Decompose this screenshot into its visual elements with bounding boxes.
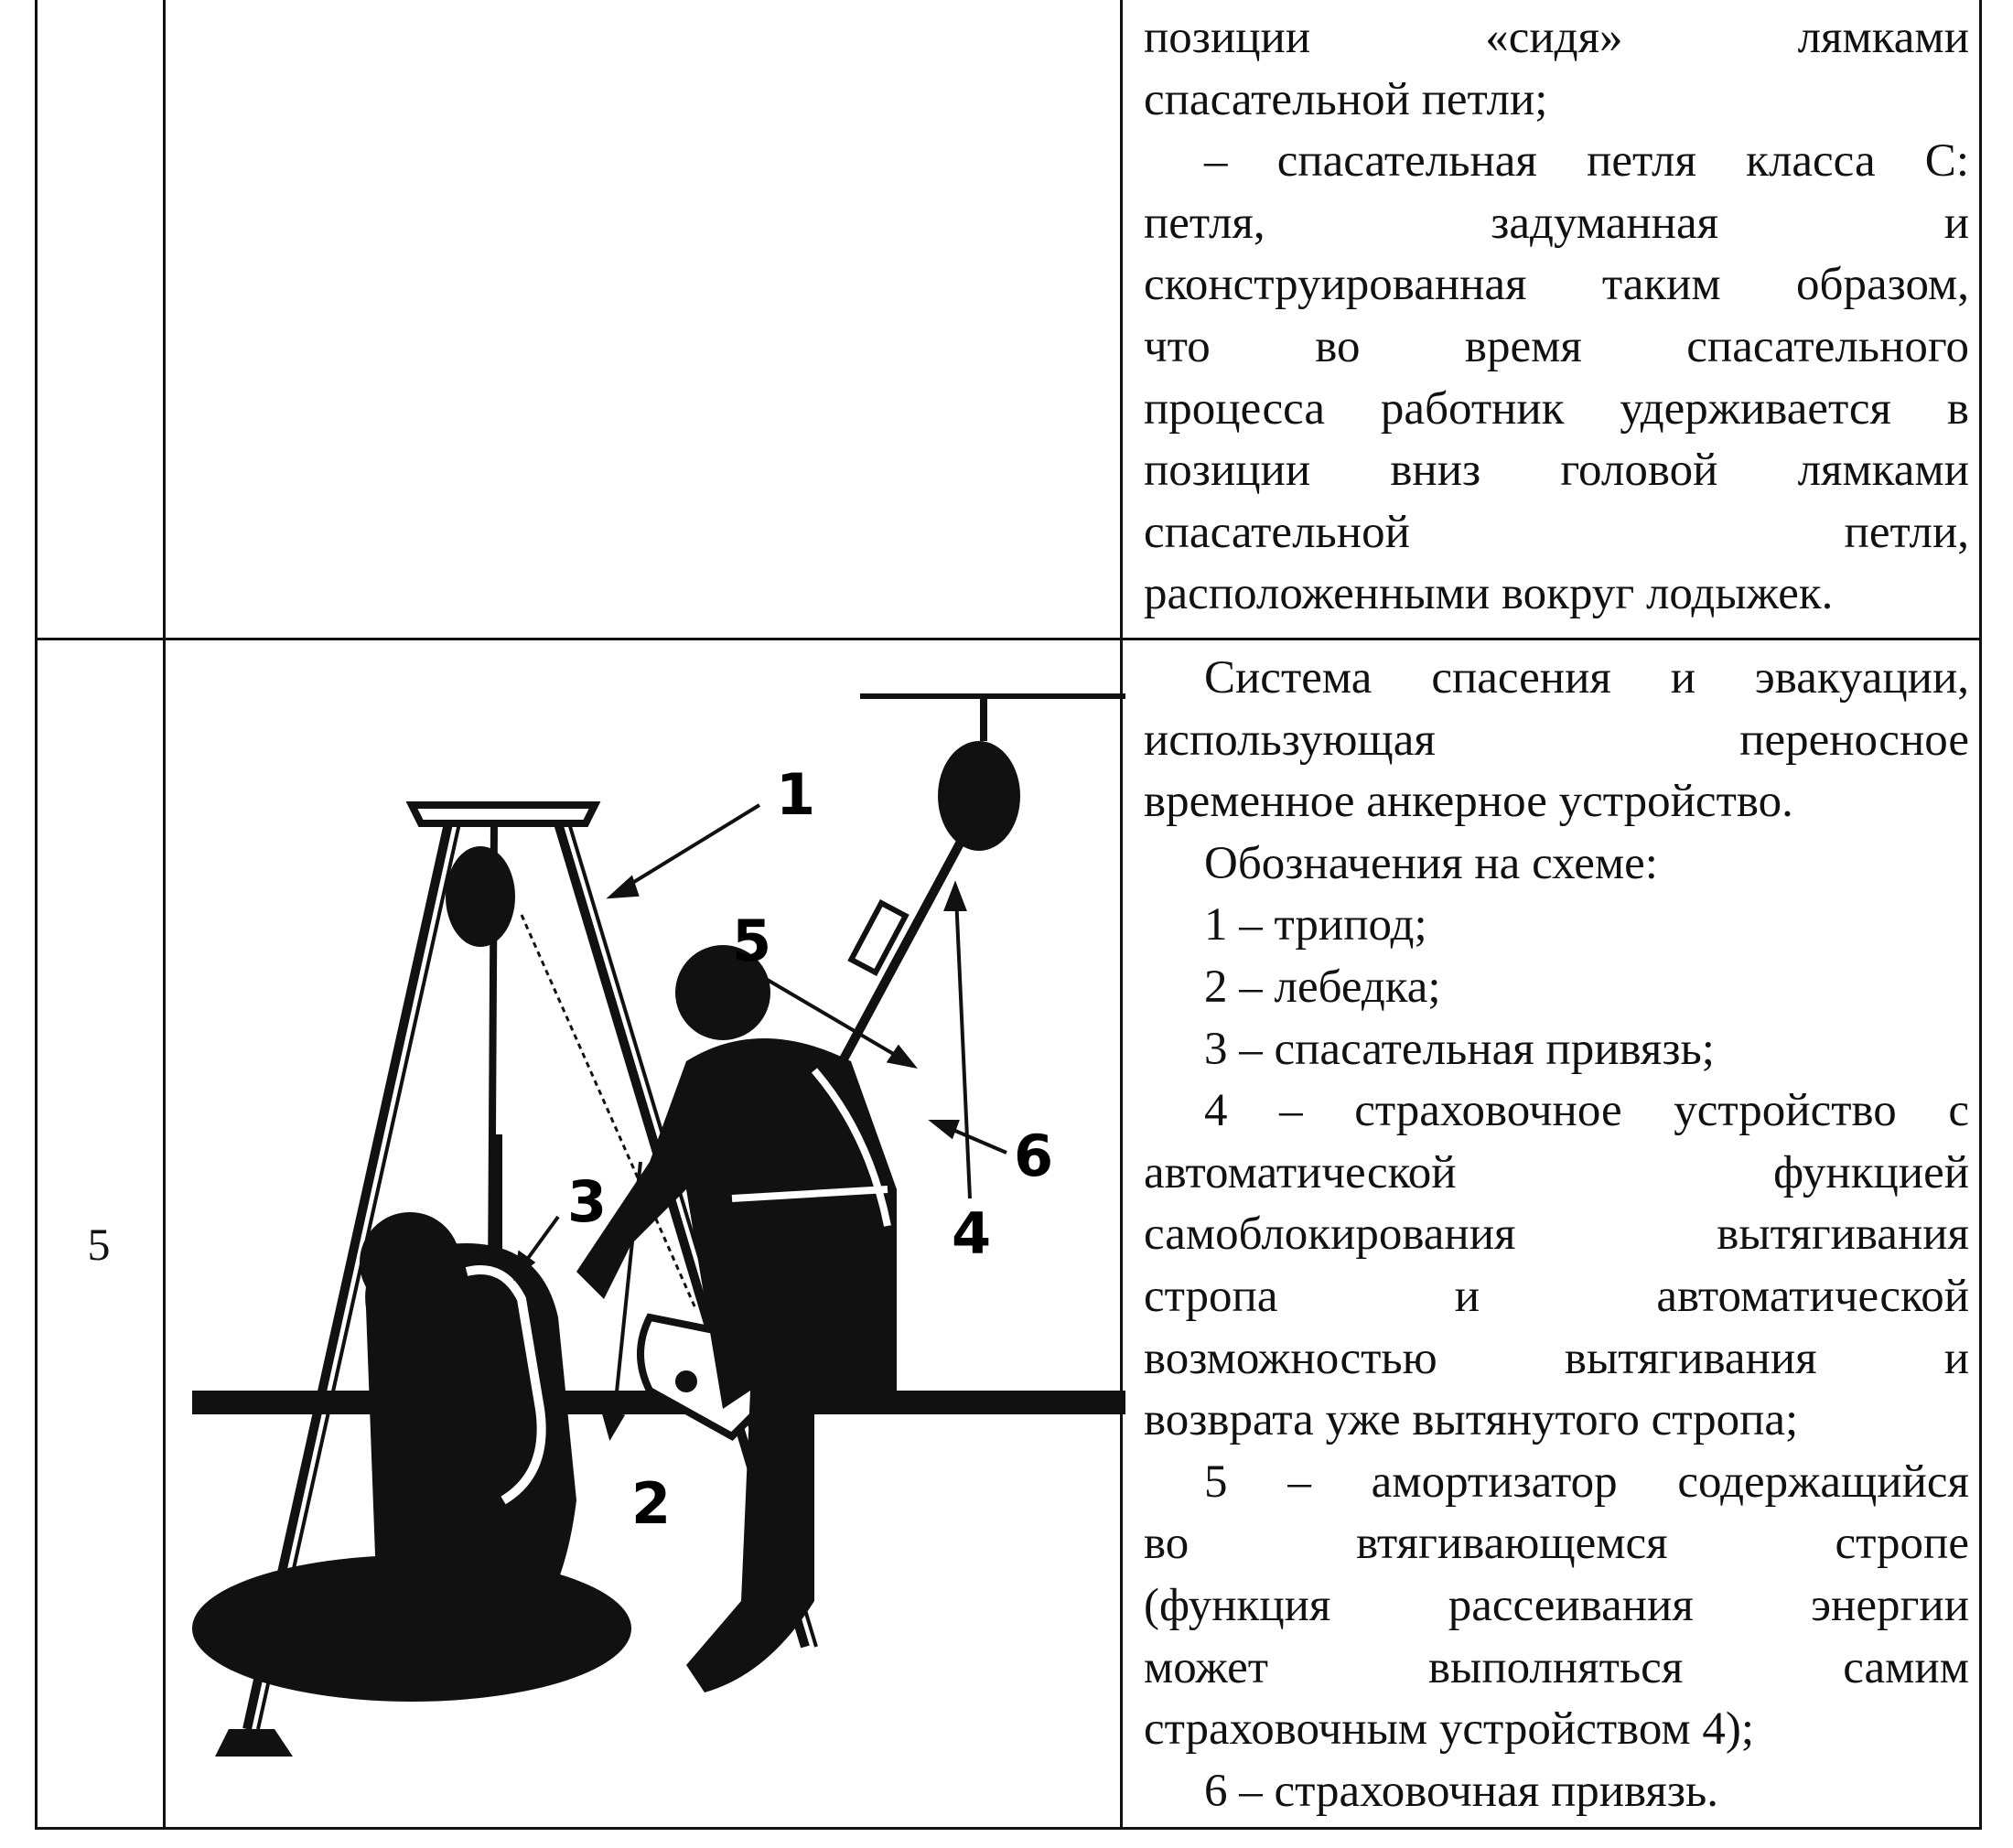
legend-item-4: 4 – страховочное устройство с	[1204, 1085, 1969, 1137]
figure-label-5: 5	[732, 908, 772, 974]
table-border-right	[1979, 0, 1982, 1830]
text-line: стропа и автоматической	[1144, 1270, 1969, 1322]
text-line: спасательной петли,	[1144, 506, 1969, 558]
text-line: Система спасения и эвакуации,	[1204, 652, 1969, 704]
text-line: позиции вниз головой лямками	[1144, 445, 1969, 497]
figure-label-1: 1	[776, 761, 816, 828]
rescued-person	[360, 1134, 576, 1656]
legend-item-5: 5 – амортизатор содержащийся	[1204, 1456, 1969, 1508]
text-line: возможностью вытягивания и	[1144, 1332, 1969, 1384]
text-line: – спасательная петля класса С:	[1204, 135, 1969, 188]
table-border-bottom	[35, 1827, 1982, 1830]
text-line: расположенными вокруг лодыжек.	[1144, 568, 1834, 620]
bottom-row-description	[1144, 648, 1969, 1822]
legend-item-2: 2 – лебедка;	[1204, 961, 1441, 1013]
text-line: Обозначения на схеме:	[1204, 837, 1658, 889]
rescue-system-illustration	[174, 677, 1125, 1821]
text-line: петля, задуманная и	[1144, 197, 1969, 249]
figure-label-3: 3	[567, 1168, 608, 1235]
text-line: автоматической функцией	[1144, 1146, 1969, 1198]
text-line: может выполняться самим	[1144, 1641, 1969, 1693]
text-line: процесса работник удерживается в	[1144, 382, 1969, 435]
retractable-lifeline	[833, 699, 1020, 1080]
illustration-svg	[174, 677, 1125, 1821]
text-line: во втягивающемся стропе	[1144, 1518, 1969, 1570]
text-line: временное анкерное устройство.	[1144, 776, 1793, 828]
legend-item-6: 6 – страховочная привязь.	[1204, 1765, 1719, 1817]
text-line: самоблокирования вытягивания	[1144, 1209, 1969, 1261]
column-divider-1	[163, 0, 166, 1830]
text-line: страховочным устройством 4);	[1144, 1703, 1755, 1756]
ceiling-beam	[860, 693, 1125, 699]
row-divider	[35, 638, 1982, 640]
legend-item-3: 3 – спасательная привязь;	[1204, 1023, 1715, 1075]
figure-label-6: 6	[1014, 1123, 1054, 1189]
figure-label-2: 2	[631, 1470, 672, 1537]
text-line: спасательной петли;	[1144, 73, 1548, 125]
row-number: 5	[87, 1219, 111, 1270]
text-line: использующая переносное	[1144, 714, 1969, 766]
table-border-left	[35, 0, 38, 1830]
text-line: возврата уже вытянутого стропа;	[1144, 1394, 1799, 1446]
text-line: сконструированная таким образом,	[1144, 259, 1969, 311]
figure-label-4: 4	[952, 1200, 992, 1267]
top-row-description	[1144, 7, 1969, 626]
legend-item-1: 1 – трипод;	[1204, 899, 1427, 951]
text-line: что во время спасательного	[1144, 320, 1969, 372]
text-line: (функция рассеивания энергии	[1144, 1579, 1969, 1631]
text-line: позиции «сидя» лямками	[1144, 12, 1969, 63]
